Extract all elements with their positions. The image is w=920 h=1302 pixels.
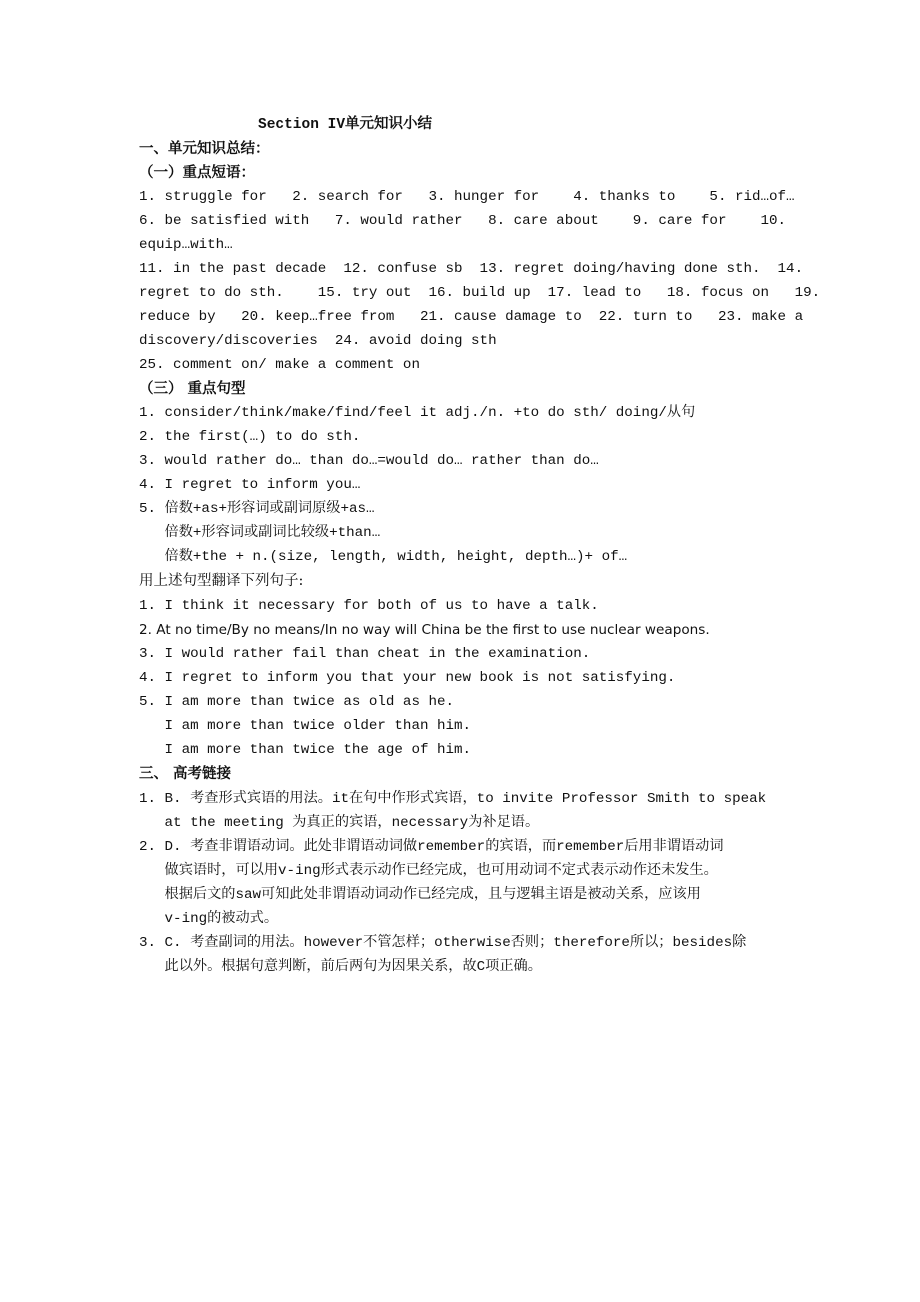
- section1-heading: 一、单元知识总结：: [139, 141, 270, 157]
- translation-line: 4. I regret to inform you that your new book is not satisfying.: [139, 670, 676, 686]
- key-phrases-heading: （一）重点短语：: [139, 165, 255, 181]
- pattern-line: 倍数+the + n.(size, length, width, height, depth…)+ of…: [139, 549, 628, 565]
- translate-heading: 用上述句型翻译下列句子:: [139, 573, 304, 589]
- translation-line: I am more than twice the age of him.: [139, 742, 472, 758]
- phrase-line: discovery/discoveries 24. avoid doing sth: [139, 333, 497, 349]
- answer-line: 1. B. 考查形式宾语的用法。it在句中作形式宾语，to invite Professor Smith to speak: [139, 791, 767, 807]
- answer-line: 做宾语时，可以用v-ing形式表示动作已经完成，也可用动词不定式表示动作还未发生。: [139, 863, 718, 879]
- pattern-line: 1. consider/think/make/find/feel it adj./n. +to do sth/ doing/从句: [139, 405, 696, 421]
- phrase-line: 25. comment on/ make a comment on: [139, 357, 420, 373]
- pattern-line: 5. 倍数+as+形容词或副词原级+as…: [139, 501, 375, 517]
- answer-line: 此以外。根据句意判断，前后两句为因果关系，故C项正确。: [139, 959, 542, 975]
- exam-link-heading: 三、 高考链接: [139, 766, 232, 782]
- phrase-line: 6. be satisfied with 7. would rather 8. care about 9. care for 10.: [139, 213, 787, 229]
- translation-line: 5. I am more than twice as old as he.: [139, 694, 455, 710]
- pattern-line: 倍数+形容词或副词比较级+than…: [139, 525, 381, 541]
- phrase-line: reduce by 20. keep…free from 21. cause damage to 22. turn to 23. make a: [139, 309, 804, 325]
- pattern-line: 4. I regret to inform you…: [139, 477, 361, 493]
- pattern-line: 2. the first(…) to do sth.: [139, 429, 361, 445]
- translation-line: 2. At no time/By no means/In no way will China be the first to use nuclear weapons.: [139, 622, 710, 638]
- phrase-line: regret to do sth. 15. try out 16. build up 17. lead to 18. focus on 19.: [139, 285, 821, 301]
- phrase-line: 11. in the past decade 12. confuse sb 13. regret doing/having done sth. 14.: [139, 261, 804, 277]
- phrase-line: 1. struggle for 2. search for 3. hunger for 4. thanks to 5. rid…of…: [139, 189, 795, 205]
- pattern-line: 3. would rather do… than do…=would do… rather than do…: [139, 453, 599, 469]
- translation-line: I am more than twice older than him.: [139, 718, 472, 734]
- answer-line: 根据后文的saw可知此处非谓语动词动作已经完成，且与逻辑主语是被动关系，应该用: [139, 887, 701, 903]
- phrase-line: equip…with…: [139, 237, 233, 253]
- document-title: Section IV单元知识小结: [258, 117, 433, 133]
- answer-line: 2. D. 考查非谓语动词。此处非谓语动词做remember的宾语，而remember后用非谓语动词: [139, 839, 724, 855]
- answer-line: v-ing的被动式。: [139, 911, 279, 927]
- answer-line: at the meeting 为真正的宾语，necessary为补足语。: [139, 815, 540, 831]
- key-patterns-heading: （三） 重点句型: [139, 381, 246, 397]
- answer-line: 3. C. 考查副词的用法。however不管怎样；otherwise否则；therefore所以；besides除: [139, 935, 747, 951]
- translation-line: 3. I would rather fail than cheat in the examination.: [139, 646, 591, 662]
- translation-line: 1. I think it necessary for both of us to have a talk.: [139, 598, 599, 614]
